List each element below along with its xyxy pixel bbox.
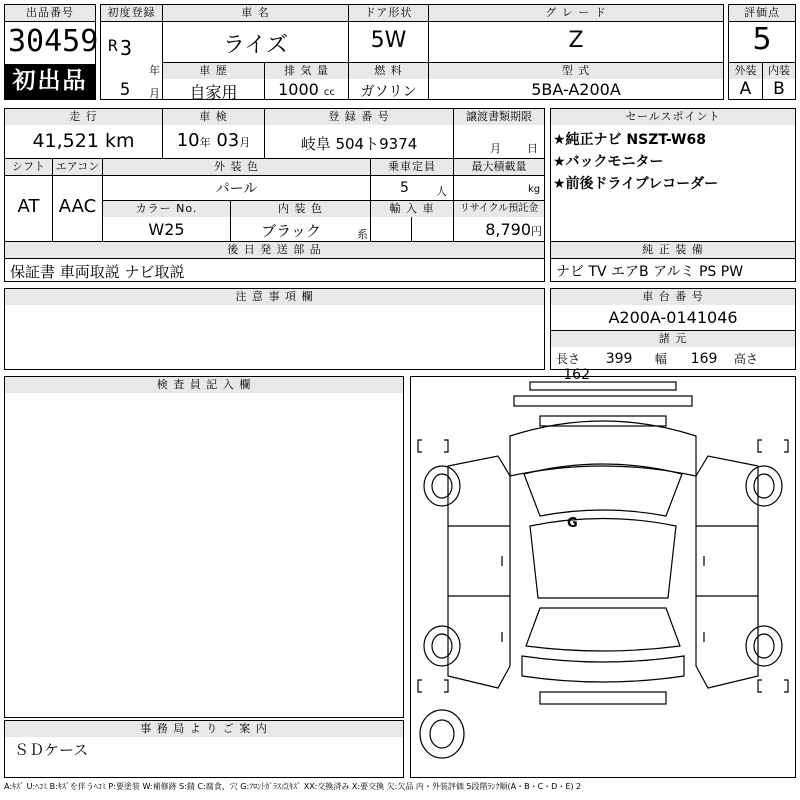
registration-value: 岐阜 504ト9374	[300, 135, 418, 153]
car-diagram	[410, 376, 796, 778]
inspection-month-unit: 月	[239, 136, 251, 149]
recycle-unit: 円	[531, 225, 542, 238]
height-label: 高さ	[733, 352, 758, 366]
color-no-value: W25	[148, 220, 185, 239]
exterior-color-label: 外 装 色	[103, 159, 370, 175]
length-value: 399	[605, 351, 633, 367]
registration-label: 登 録 番 号	[265, 109, 453, 125]
interior-color-unit: 系	[357, 228, 368, 241]
history-value: 自家用	[189, 83, 238, 102]
displacement-label: 排 気 量	[265, 63, 348, 79]
sales-point-3: ★前後ドライブレコーダー	[553, 176, 719, 192]
length-label: 長さ	[556, 352, 581, 366]
interior-color-label: 内 装 色	[231, 201, 370, 217]
aircon-value: AAC	[58, 196, 97, 217]
first-reg-year-unit: 年	[149, 64, 160, 77]
legend-text: A:ｷｽﾞ U:ﾍｺﾐ B:ｷｽﾞを伴うﾍｺﾐ P:要塗装 W:補修跡 S:錆 C:腐食、穴 G:ﾌﾛﾝﾄｶﾞﾗｽ点ｷｽﾞ XX:交換済み X:要交換 欠:欠品 内・外装評価 5段階ﾗﾝｸ順(A・B・C・D・E) 2	[4, 782, 582, 791]
recycle-label: リサイクル預託金	[454, 201, 544, 217]
inspection-value	[163, 130, 264, 151]
chassis-label: 車 台 番 号	[551, 289, 795, 305]
office-label: 事 務 局 よ り ご 案 内	[5, 721, 403, 737]
fuel-label: 燃 料	[349, 63, 428, 79]
width-value: 169	[690, 351, 718, 367]
interior-color-value: ブラック	[261, 222, 321, 240]
later-parts-label: 後 日 発 送 部 品	[5, 242, 544, 258]
inspection-label: 車 検	[163, 109, 264, 125]
chassis-value: A200A-0141046	[608, 308, 738, 327]
model-value: 5BA-A200A	[531, 80, 621, 99]
exterior-eval-label: 外装	[729, 63, 762, 79]
later-parts-value: 保証書 車両取説 ナビ取説	[10, 263, 185, 281]
model-label: 型 式	[429, 63, 723, 79]
max-load-unit: kg	[528, 184, 541, 195]
displacement-value	[265, 80, 348, 99]
grade-value: Z	[568, 28, 584, 53]
inspection-year-unit: 年	[199, 136, 211, 149]
mileage-label: 走 行	[5, 109, 162, 125]
dimensions-label: 諸 元	[551, 331, 795, 347]
office-value: ＳＤケース	[14, 741, 89, 759]
capacity-unit: 人	[436, 185, 447, 198]
capacity-label: 乗車定員	[371, 159, 453, 175]
aircon-label: エアコン	[53, 159, 102, 175]
recycle-value	[454, 220, 542, 239]
mileage-unit: km	[105, 130, 135, 152]
displacement-unit: cc	[323, 87, 335, 98]
sales-points-label: セールスポイント	[551, 109, 795, 125]
import-label: 輸 入 車	[371, 201, 453, 217]
lot-number: 30459	[8, 24, 99, 59]
sales-point-2: ★バックモニター	[553, 154, 664, 170]
shift-label: シフト	[5, 159, 52, 175]
car-name-label: 車 名	[163, 5, 348, 21]
notes-label: 注 意 事 項 欄	[5, 289, 544, 305]
door-value: 5W	[370, 28, 407, 53]
first-reg-month-unit: 月	[149, 87, 160, 100]
door-label: ドア形状	[349, 5, 428, 21]
max-load-label: 最大積載量	[454, 159, 544, 175]
first-reg-label: 初度登録	[101, 5, 162, 21]
transfer-month-unit: 月	[490, 142, 501, 155]
first-reg-month: 5	[120, 80, 131, 100]
lot-label: 出品番号	[5, 5, 95, 21]
displacement-number: 1000	[278, 80, 319, 99]
mileage-number: 41,521	[32, 130, 99, 152]
sales-point-1: ★純正ナビ NSZT-W68	[553, 132, 706, 148]
first-reg-era: R	[108, 36, 118, 55]
history-label: 車 歴	[163, 63, 264, 79]
car-name-value: ライズ	[222, 33, 289, 58]
grade-label: グ レ ー ド	[429, 5, 723, 21]
recycle-number: 8,790	[485, 220, 531, 239]
exterior-eval-value: A	[739, 79, 752, 99]
transfer-day-unit: 日	[527, 142, 538, 155]
diagram-mark-g: G	[567, 516, 578, 531]
inspection-month: 03	[216, 130, 240, 151]
inspector-box	[4, 376, 404, 718]
transfer-deadline-label: 譲渡書類期限	[454, 109, 544, 125]
first-reg-year: 3	[120, 36, 133, 60]
height-value: 162	[563, 367, 590, 383]
score-value: 5	[752, 22, 772, 57]
capacity-value: 5	[400, 180, 409, 196]
shift-value: AT	[17, 196, 40, 217]
inspection-year: 10	[176, 130, 200, 151]
fuel-value: ガソリン	[360, 84, 417, 100]
genuine-value: ナビ TV エアB アルミ PS PW	[556, 264, 744, 280]
exterior-color-value: パール	[215, 181, 258, 197]
width-label: 幅	[654, 352, 667, 366]
interior-eval-value: B	[773, 79, 785, 99]
interior-eval-label: 内装	[763, 63, 795, 79]
score-label: 評価点	[729, 5, 795, 21]
inspector-label: 検 査 員 記 入 欄	[5, 377, 403, 393]
first-listing-badge: 初出品	[5, 64, 95, 99]
genuine-label: 純 正 装 備	[551, 242, 795, 258]
mileage-value	[5, 130, 162, 152]
color-no-label: カラー No.	[103, 201, 230, 217]
